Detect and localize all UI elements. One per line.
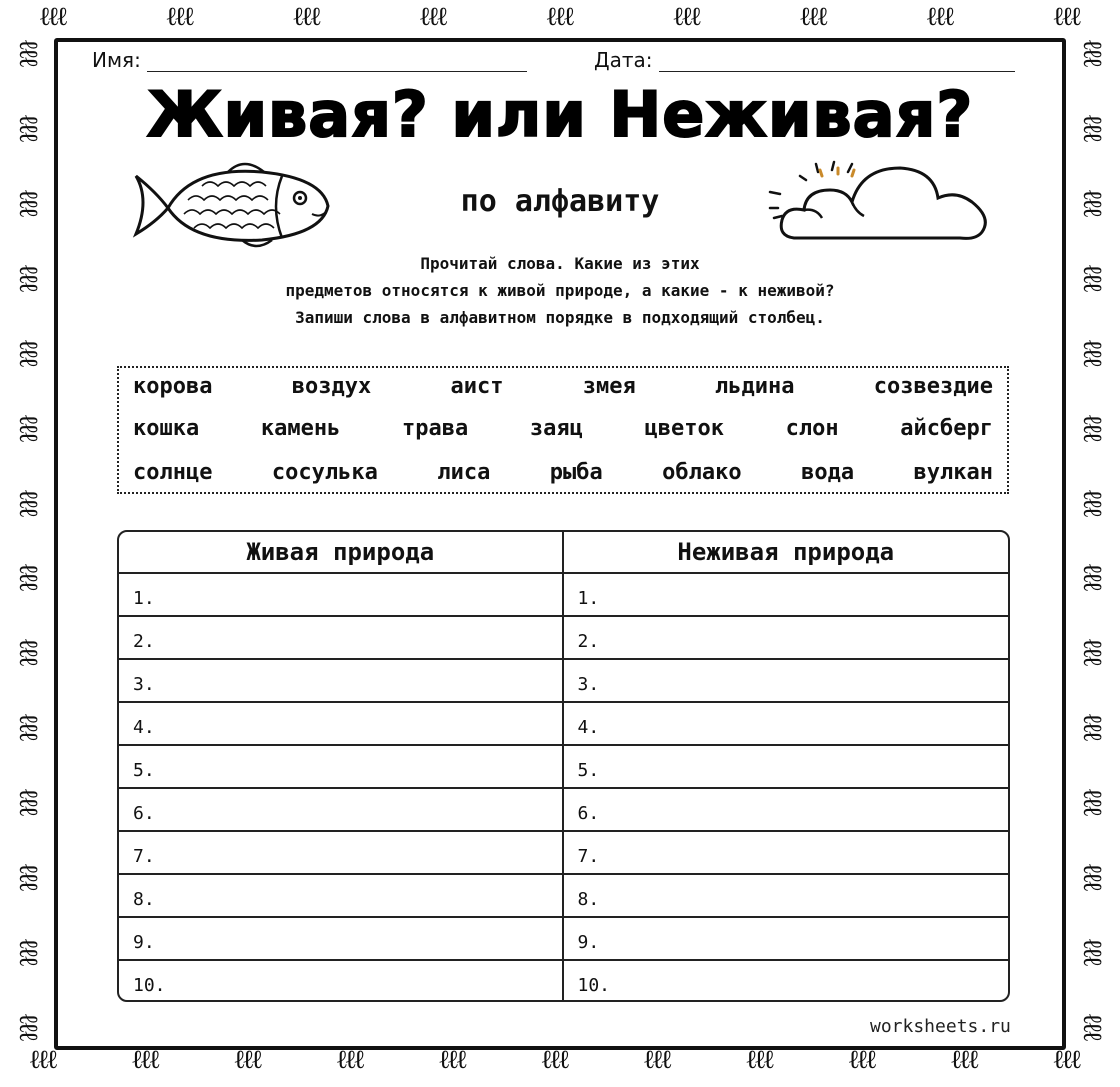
cloud-sun-icon	[760, 158, 996, 244]
living-row[interactable]: 10.	[133, 975, 166, 996]
date-line[interactable]	[659, 53, 1015, 72]
word: солнце	[133, 460, 213, 485]
word: цветок	[644, 416, 724, 441]
answer-table	[117, 530, 1010, 1002]
nonliving-row[interactable]: 8.	[564, 875, 1009, 918]
nonliving-column-header: Неживая природа	[564, 532, 1009, 574]
word: кошка	[133, 416, 200, 441]
instructions-line-2: предметов относятся к живой природе, а какие - к неживой?	[285, 281, 835, 300]
living-column-header: Живая природа	[119, 532, 562, 574]
living-row[interactable]: 7.	[119, 832, 562, 875]
word-row-1	[133, 374, 993, 399]
word: трава	[402, 416, 469, 441]
nonliving-row[interactable]: 2.	[564, 617, 1009, 660]
bottom-squiggle-border: ℓℓℓ ℓℓℓ ℓℓℓ ℓℓℓ ℓℓℓ ℓℓℓ ℓℓℓ ℓℓℓ ℓℓℓ ℓℓℓ ℓℓℓ	[30, 1045, 1080, 1075]
word: рыба	[549, 460, 603, 485]
nonliving-row[interactable]: 4.	[564, 703, 1009, 746]
name-line[interactable]	[147, 53, 527, 72]
nonliving-row[interactable]: 10.	[577, 975, 611, 996]
right-squiggle-border: ℓℓℓ ℓℓℓ ℓℓℓ ℓℓℓ ℓℓℓ ℓℓℓ ℓℓℓ ℓℓℓ ℓℓℓ ℓℓℓ ℓℓℓ ℓℓℓ ℓℓℓ ℓℓℓ	[1077, 39, 1107, 1041]
left-squiggle-border: ℓℓℓ ℓℓℓ ℓℓℓ ℓℓℓ ℓℓℓ ℓℓℓ ℓℓℓ ℓℓℓ ℓℓℓ ℓℓℓ ℓℓℓ ℓℓℓ ℓℓℓ ℓℓℓ	[13, 39, 43, 1041]
word: камень	[260, 416, 341, 441]
nonliving-row[interactable]: 6.	[564, 789, 1009, 832]
nonliving-row[interactable]: 9.	[564, 918, 1009, 961]
word: облако	[662, 460, 742, 485]
word: аист	[450, 374, 504, 399]
word: заяц	[529, 416, 583, 441]
subtitle: по алфавиту	[460, 184, 660, 219]
word: воздух	[291, 374, 372, 399]
date-label: Дата:	[594, 48, 653, 72]
nonliving-row[interactable]: 5.	[564, 746, 1009, 789]
word: вода	[801, 460, 855, 485]
living-row[interactable]: 8.	[119, 875, 562, 918]
footer-source: worksheets.ru	[870, 1016, 1011, 1037]
living-row[interactable]: 9.	[119, 918, 562, 961]
date-field[interactable]	[594, 48, 1015, 72]
word: айсберг	[900, 416, 993, 441]
word-row-2	[133, 416, 993, 441]
name-field[interactable]	[92, 48, 527, 72]
word-bank	[117, 366, 1009, 494]
word: лиса	[437, 460, 491, 485]
living-column	[119, 532, 564, 1000]
top-squiggle-border: ℓℓℓ ℓℓℓ ℓℓℓ ℓℓℓ ℓℓℓ ℓℓℓ ℓℓℓ ℓℓℓ ℓℓℓ	[40, 2, 1080, 32]
living-row[interactable]: 5.	[119, 746, 562, 789]
living-row[interactable]: 1.	[119, 574, 562, 617]
fish-icon	[132, 160, 332, 250]
instructions	[120, 250, 1000, 331]
living-row[interactable]: 3.	[119, 660, 562, 703]
nonliving-column	[564, 532, 1009, 1000]
word: вулкан	[913, 460, 993, 485]
word: корова	[133, 374, 213, 399]
living-row[interactable]: 6.	[119, 789, 562, 832]
word: слон	[785, 416, 839, 441]
nonliving-row[interactable]: 7.	[564, 832, 1009, 875]
name-label: Имя:	[92, 48, 141, 72]
living-row[interactable]: 4.	[119, 703, 562, 746]
word-row-3	[133, 460, 993, 485]
instructions-line-1: Прочитай слова. Какие из этих	[420, 254, 700, 273]
page-title: Живая? или Неживая?	[146, 78, 974, 151]
word: змея	[582, 374, 636, 399]
instructions-line-3: Запиши слова в алфавитном порядке в подходящий столбец.	[295, 308, 825, 327]
word: созвездие	[873, 374, 993, 399]
word: льдина	[715, 374, 795, 399]
nonliving-row[interactable]: 1.	[564, 574, 1009, 617]
living-row[interactable]: 2.	[119, 617, 562, 660]
nonliving-row[interactable]: 3.	[564, 660, 1009, 703]
word: сосулька	[271, 460, 378, 485]
